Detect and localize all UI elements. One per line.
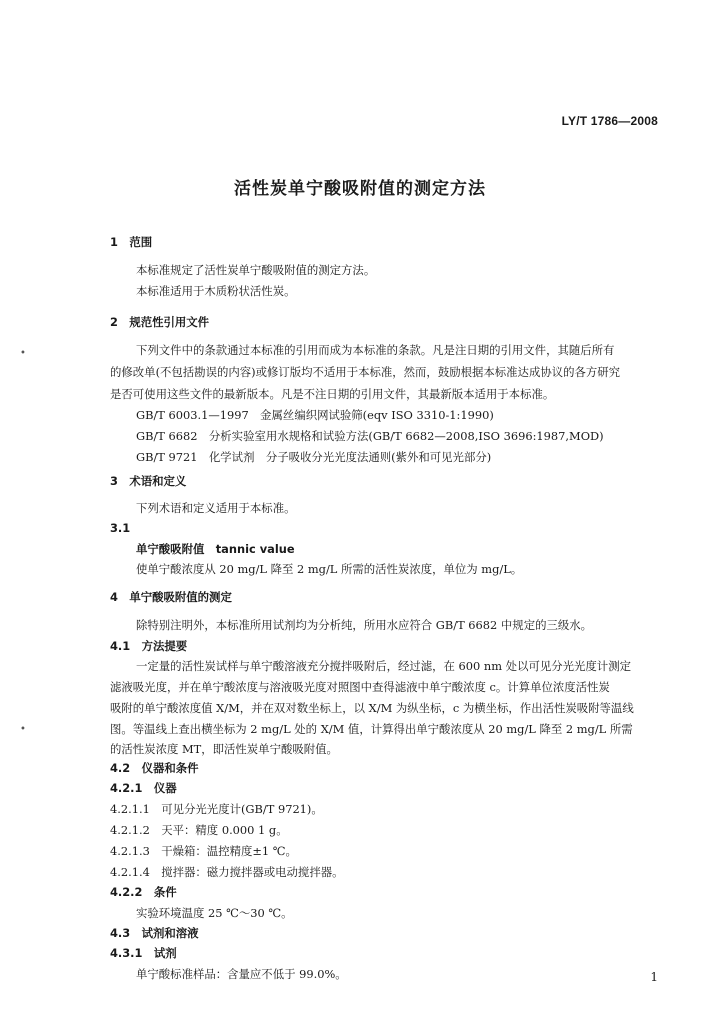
instrument-4: 4.2.1.4 搅拌器：磁力搅拌器或电动搅拌器。 bbox=[110, 865, 344, 879]
clause-4-1-line-3: 吸附的单宁酸浓度值 X/M，并在双对数坐标上，以 X/M 为纵坐标，c 为横坐标，作出活性炭吸附等温线 bbox=[110, 701, 634, 715]
term-tannic-value: 单宁酸吸附值 tannic value bbox=[136, 542, 295, 556]
instrument-1: 4.2.1.1 可见分光光度计(GB/T 9721)。 bbox=[110, 802, 323, 816]
clause-4-2-2-heading: 4.2.2 条件 bbox=[110, 885, 177, 899]
clause-4-3-1-heading: 4.3.1 试剂 bbox=[110, 946, 177, 960]
clause-3-1-number: 3.1 bbox=[110, 521, 131, 535]
section-4-para: 除特别注明外，本标准所用试剂均为分析纯，所用水应符合 GB/T 6682 中规定的三级水。 bbox=[136, 618, 593, 632]
clause-4-3-heading: 4.3 试剂和溶液 bbox=[110, 926, 199, 940]
reference-3: GB/T 9721 化学试剂 分子吸收分光光度法通则(紫外和可见光部分) bbox=[136, 450, 492, 464]
standard-code: LY/T 1786—2008 bbox=[561, 114, 658, 128]
instrument-2: 4.2.1.2 天平：精度 0.000 1 g。 bbox=[110, 823, 288, 837]
section-1-para-2: 本标准适用于木质粉状活性炭。 bbox=[136, 284, 296, 298]
clause-4-1-line-2: 滤液吸光度，并在单宁酸浓度与溶液吸光度对照图中查得滤液中单宁酸浓度 c。计算单位浓度活性炭 bbox=[110, 680, 610, 694]
scan-mark: • bbox=[20, 348, 26, 359]
reference-1: GB/T 6003.1—1997 金属丝编织网试验筛(eqv ISO 3310-1:1990) bbox=[136, 408, 494, 422]
conditions-text: 实验环境温度 25 ℃～30 ℃。 bbox=[136, 906, 293, 920]
reference-2: GB/T 6682 分析实验室用水规格和试验方法(GB/T 6682—2008,ISO 3696:1987,MOD) bbox=[136, 429, 604, 443]
scan-mark: • bbox=[20, 724, 26, 735]
section-3-heading: 3 术语和定义 bbox=[110, 474, 187, 488]
section-2-line-3: 是否可使用这些文件的最新版本。凡是不注日期的引用文件，其最新版本适用于本标准。 bbox=[110, 387, 555, 401]
section-2-line-1: 下列文件中的条款通过本标准的引用而成为本标准的条款。凡是注日期的引用文件，其随后所有 bbox=[136, 343, 615, 357]
section-4-heading: 4 单宁酸吸附值的测定 bbox=[110, 590, 232, 604]
page-number: 1 bbox=[650, 970, 658, 984]
clause-4-1-line-1: 一定量的活性炭试样与单宁酸溶液充分搅拌吸附后，经过滤，在 600 nm 处以可见分光光度计测定 bbox=[136, 659, 631, 673]
document-title: 活性炭单宁酸吸附值的测定方法 bbox=[234, 179, 486, 199]
instrument-3: 4.2.1.3 干燥箱：温控精度±1 ℃。 bbox=[110, 844, 297, 858]
section-2-line-2: 的修改单(不包括勘误的内容)或修订版均不适用于本标准，然而，鼓励根据本标准达成协议的各方研究 bbox=[110, 365, 621, 379]
reagent-text: 单宁酸标准样品：含量应不低于 99.0%。 bbox=[136, 967, 347, 981]
section-3-para: 下列术语和定义适用于本标准。 bbox=[136, 501, 296, 515]
clause-4-2-1-heading: 4.2.1 仪器 bbox=[110, 781, 177, 795]
term-definition: 使单宁酸浓度从 20 mg/L 降至 2 mg/L 所需的活性炭浓度，单位为 mg/L。 bbox=[136, 562, 523, 576]
clause-4-2-heading: 4.2 仪器和条件 bbox=[110, 761, 199, 775]
section-1-heading: 1 范围 bbox=[110, 235, 153, 249]
section-1-para-1: 本标准规定了活性炭单宁酸吸附值的测定方法。 bbox=[136, 263, 376, 277]
clause-4-1-heading: 4.1 方法提要 bbox=[110, 639, 188, 653]
clause-4-1-line-5: 的活性炭浓度 MT，即活性炭单宁酸吸附值。 bbox=[110, 742, 338, 756]
section-2-heading: 2 规范性引用文件 bbox=[110, 315, 210, 329]
clause-4-1-line-4: 图。等温线上查出横坐标为 2 mg/L 处的 X/M 值，计算得出单宁酸浓度从 20 mg/L 降至 2 mg/L 所需 bbox=[110, 722, 633, 736]
